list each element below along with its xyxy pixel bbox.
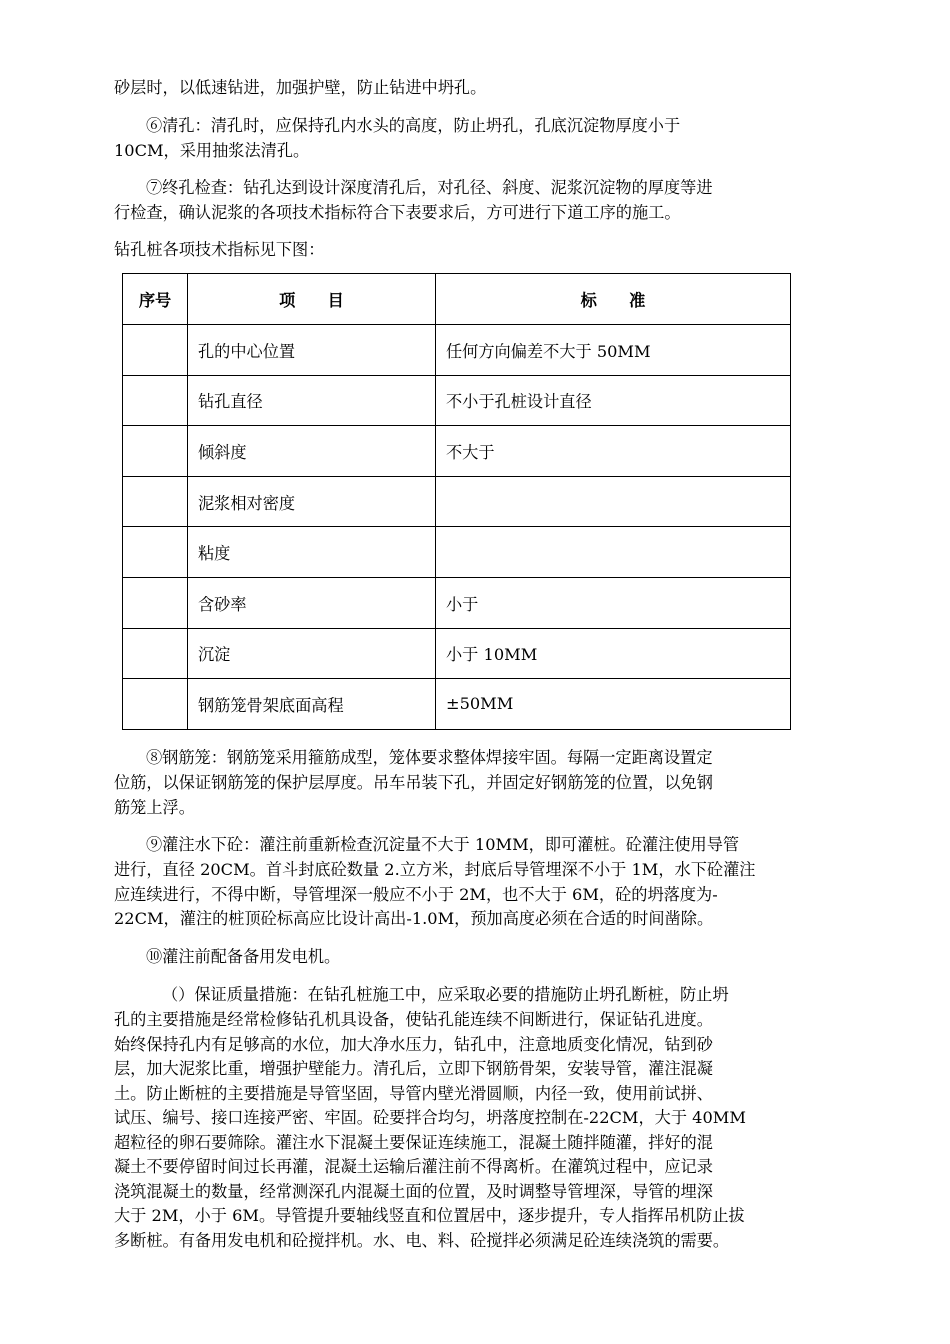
text-line: 进行，直径 20CM。首斗封底砼数量 2.立方米，封底后导管埋深不小于 1M，水下砼灌注 — [114, 860, 756, 879]
cell-no — [123, 325, 188, 376]
paragraph-underwater-concrete-cont — [114, 858, 838, 932]
text-line: 砂层时，以低速钻进，加强护壁，防止钻进中坍孔。 — [114, 78, 487, 97]
cell-no — [123, 426, 188, 477]
paragraph-final-inspection-cont — [114, 201, 838, 226]
spec-table — [122, 273, 791, 730]
text-line: 22CM，灌注的桩顶砼标高应比设计高出-1.0M，预加高度必须在合适的时间凿除。 — [114, 909, 714, 928]
table-row — [123, 375, 791, 426]
text-line: 位筋，以保证钢筋笼的保护层厚度。吊车吊装下孔，并固定好钢筋笼的位置，以免钢 — [114, 773, 713, 792]
text-line: 凝土不要停留时间过长再灌，混凝土运输后灌注前不得离析。在灌筑过程中，应记录 — [114, 1157, 713, 1176]
header-item: 项 目 — [188, 274, 436, 325]
cell-no — [123, 679, 188, 730]
paragraph-rebar-cage — [146, 746, 838, 771]
text-line: 孔的主要措施是经常检修钻孔机具设备，使钻孔能连续不间断进行，保证钻孔进度。 — [114, 1010, 713, 1029]
cell-item: 粘度 — [188, 527, 436, 578]
text-line: 始终保持孔内有足够高的水位，加大净水压力，钻孔中，注意地质变化情况，钻到砂 — [114, 1034, 713, 1054]
cell-item: 钻孔直径 — [188, 375, 436, 426]
text-line: 大于 2M，小于 6M。导管提升要轴线竖直和位置居中，逐步提升，专人指挥吊机防止拔 — [114, 1206, 745, 1225]
paragraph-quality-measures-cont — [114, 1008, 838, 1253]
table-row — [123, 527, 791, 578]
text-line: 应连续进行，不得中断，导管埋深一般应不小于 2M，也不大于 6M，砼的坍落度为- — [114, 884, 718, 904]
paragraph-underwater-concrete — [146, 833, 838, 858]
cell-standard: 不大于 — [436, 426, 791, 477]
table-caption — [114, 238, 838, 263]
table-row — [123, 679, 791, 730]
paragraph-generator — [146, 945, 838, 970]
text-line: 浇筑混凝土的数量，经常测深孔内混凝土面的位置，及时调整导管埋深，导管的埋深 — [114, 1181, 713, 1201]
text-line: ⑨灌注水下砼：灌注前重新检查沉淀量不大于 10MM，即可灌桩。砼灌注使用导管 — [146, 835, 740, 854]
text-line: 土。防止断桩的主要措施是导管坚固，导管内壁光滑圆顺，内径一致，使用前试拼、 — [114, 1083, 713, 1103]
cell-item: 含砂率 — [188, 577, 436, 628]
cell-no — [123, 476, 188, 527]
cell-no — [123, 527, 188, 578]
text-line: 试压、编号、接口连接严密、牢固。砼要拌合均匀，坍落度控制在-22CM，大于 40MM — [114, 1108, 746, 1127]
table-row — [123, 476, 791, 527]
paragraph-hole-cleaning — [146, 114, 838, 139]
paragraph-hole-cleaning-cont — [114, 139, 838, 164]
text-line: 钻孔桩各项技术指标见下图： — [114, 240, 325, 259]
header-standard: 标 准 — [436, 274, 791, 325]
table-header-row — [123, 274, 791, 325]
table-row — [123, 325, 791, 376]
paragraph-final-inspection — [146, 176, 838, 201]
paragraph-sand-layer — [114, 76, 838, 101]
cell-item: 孔的中心位置 — [188, 325, 436, 376]
cell-no — [123, 628, 188, 679]
table-row — [123, 426, 791, 477]
cell-standard — [436, 476, 791, 527]
cell-standard: 不小于孔桩设计直径 — [436, 375, 791, 426]
cell-item: 沉淀 — [188, 628, 436, 679]
header-no: 序号 — [123, 274, 188, 325]
cell-standard: 任何方向偏差不大于 50MM — [436, 325, 791, 376]
cell-item: 倾斜度 — [188, 426, 436, 477]
text-line: 行检查，确认泥浆的各项技术指标符合下表要求后，方可进行下道工序的施工。 — [114, 203, 681, 222]
cell-standard: 小于 10MM — [436, 628, 791, 679]
table-row — [123, 577, 791, 628]
cell-standard — [436, 527, 791, 578]
text-line: （）保证质量措施：在钻孔桩施工中，应采取必要的措施防止坍孔断桩，防止坍 — [162, 985, 729, 1004]
text-line: 层，加大泥浆比重，增强护壁能力。清孔后，立即下钢筋骨架，安装导管，灌注混凝 — [114, 1059, 713, 1078]
cell-standard: ±50MM — [436, 679, 791, 730]
paragraph-quality-measures — [162, 983, 838, 1008]
text-line: ⑩灌注前配备备用发电机。 — [146, 947, 341, 966]
text-line: ⑧钢筋笼：钢筋笼采用箍筋成型，笼体要求整体焊接牢固。每隔一定距离设置定 — [146, 748, 713, 767]
text-line: 超粒径的卵石要筛除。灌注水下混凝土要保证连续施工，混凝土随拌随灌，拌好的混 — [114, 1132, 713, 1152]
text-line: ⑦终孔检查：钻孔达到设计深度清孔后，对孔径、斜度、泥浆沉淀物的厚度等进 — [146, 178, 713, 197]
text-line: 多断桩。有备用发电机和砼搅拌机。水、电、料、砼搅拌必须满足砼连续浇筑的需要。 — [114, 1230, 730, 1250]
cell-item: 钢筋笼骨架底面高程 — [188, 679, 436, 730]
cell-no — [123, 375, 188, 426]
cell-standard: 小于 — [436, 577, 791, 628]
table-row — [123, 628, 791, 679]
text-line: 10CM，采用抽浆法清孔。 — [114, 141, 310, 160]
cell-item: 泥浆相对密度 — [188, 476, 436, 527]
text-line: ⑥清孔：清孔时，应保持孔内水头的高度，防止坍孔，孔底沉淀物厚度小于 — [146, 116, 681, 135]
paragraph-rebar-cage-cont — [114, 771, 838, 820]
text-line: 筋笼上浮。 — [114, 797, 195, 817]
cell-no — [123, 577, 188, 628]
